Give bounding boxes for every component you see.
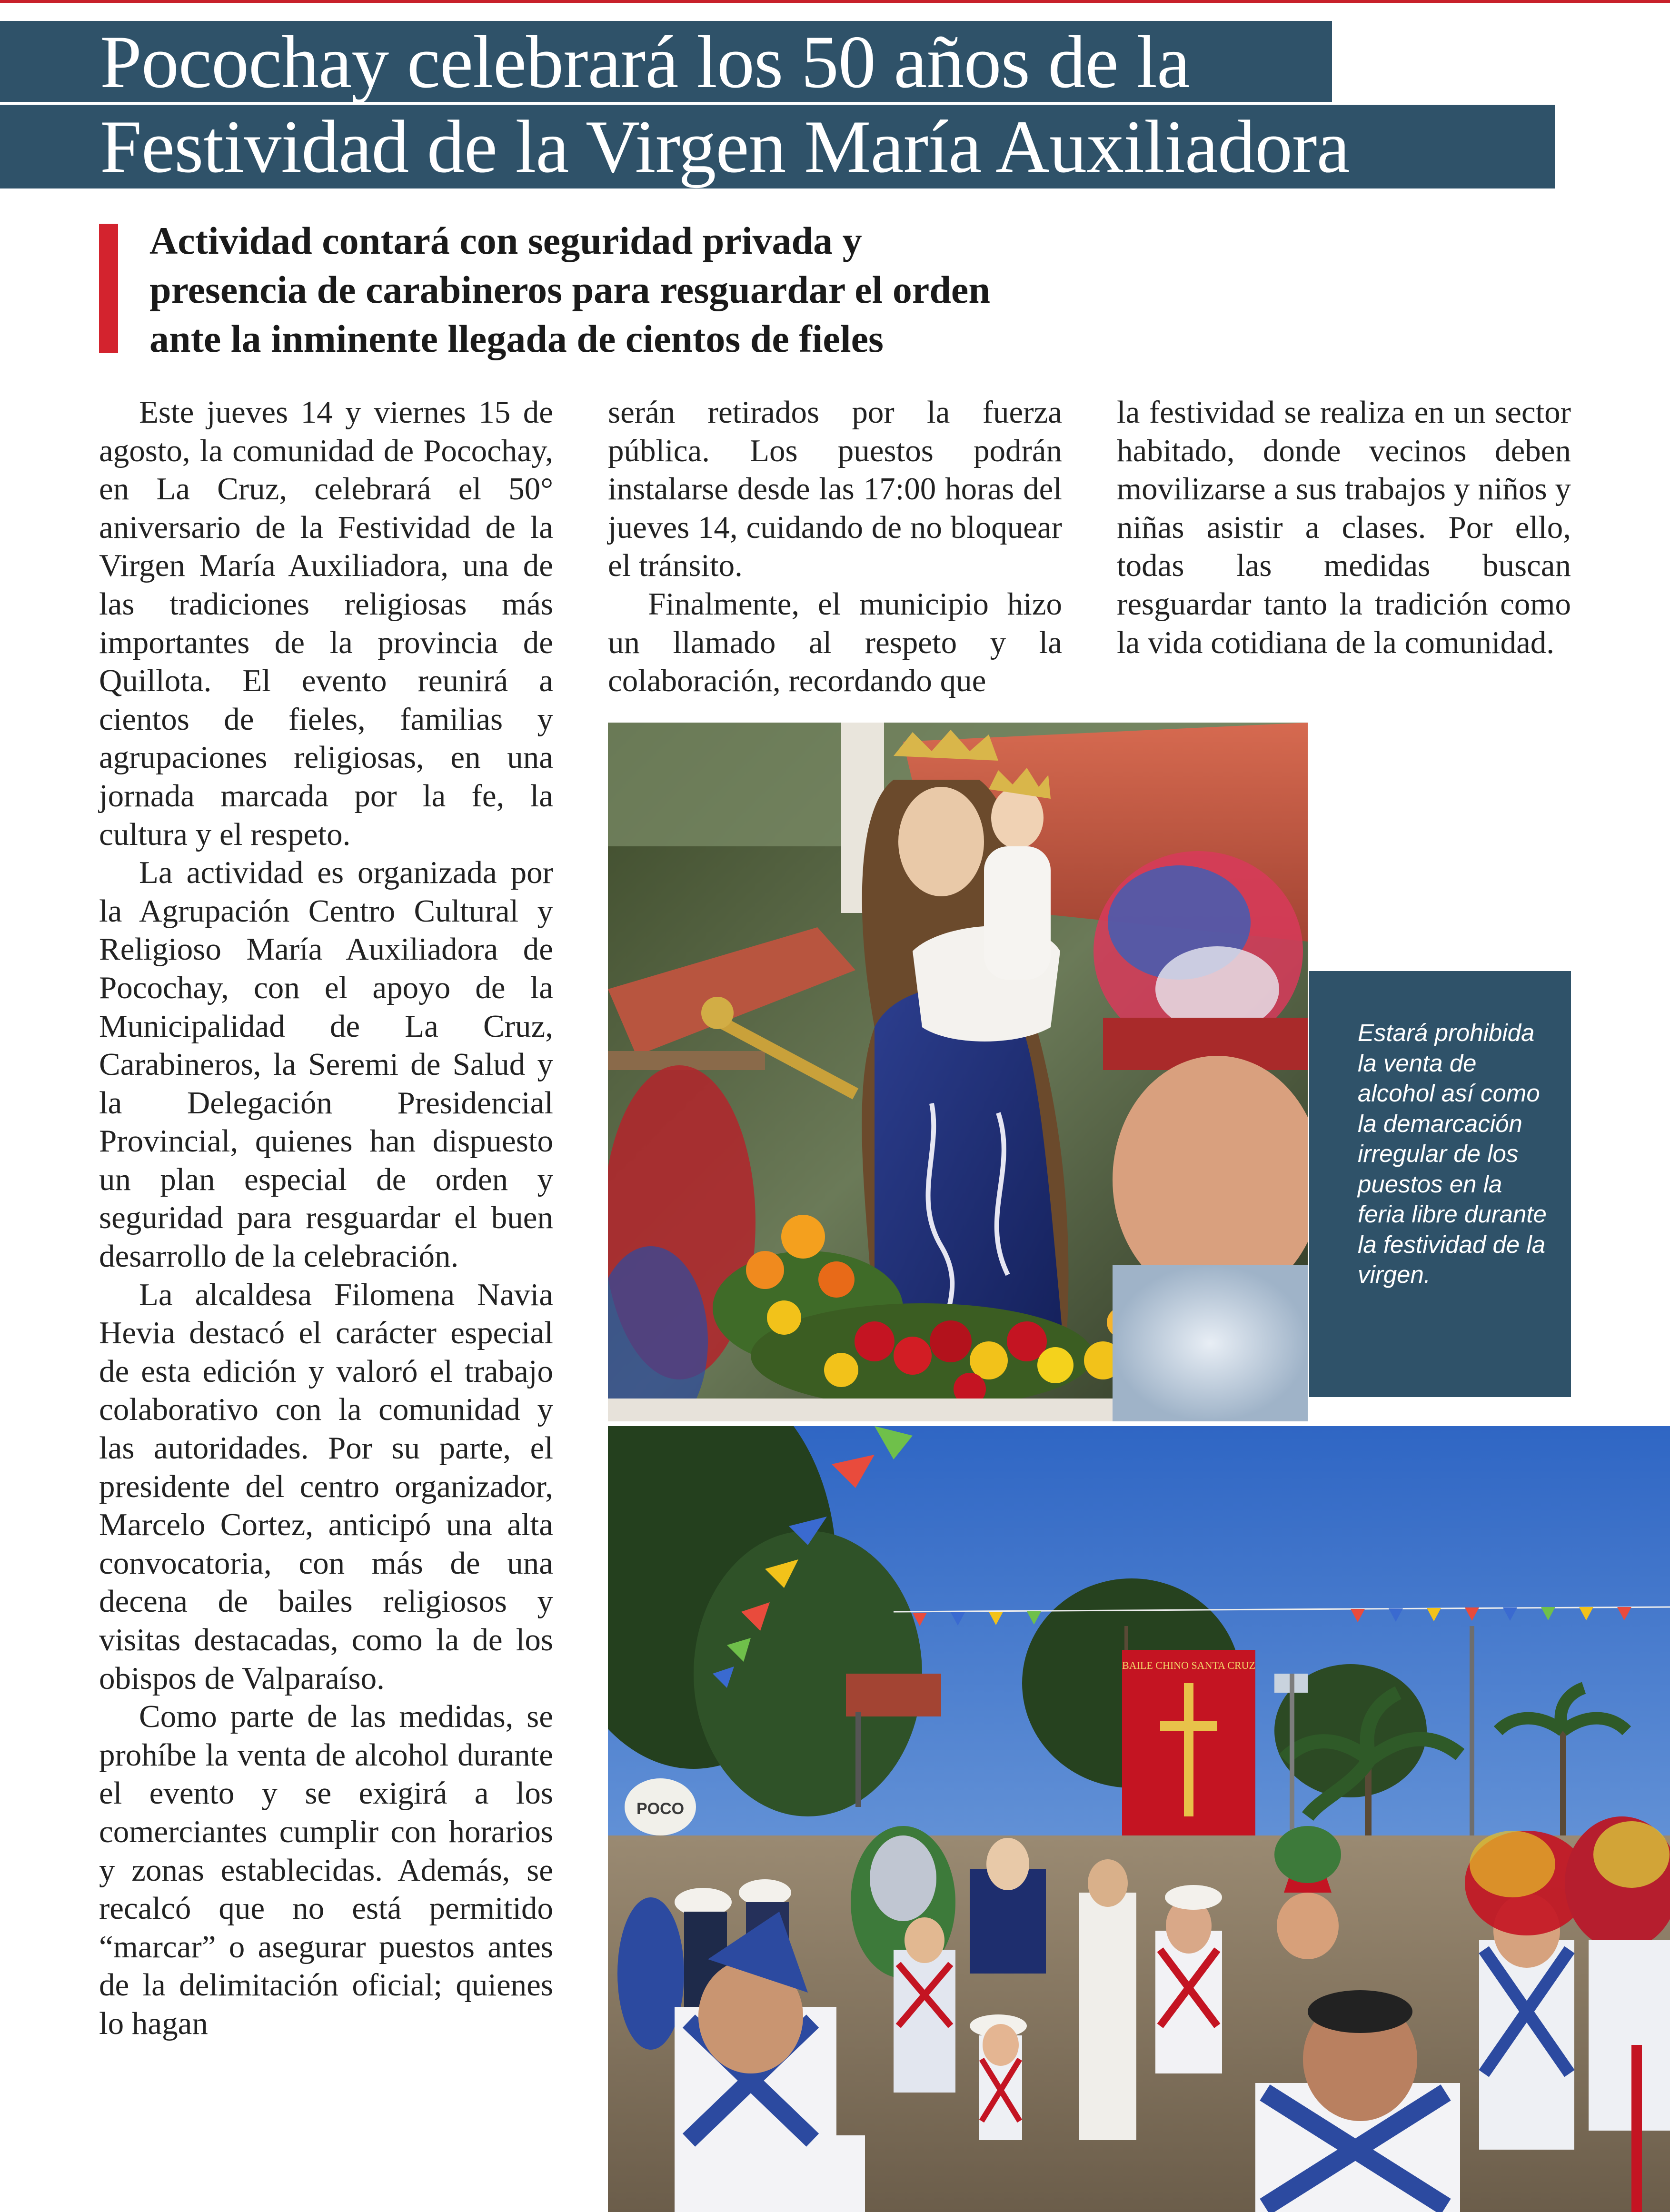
body-paragraph: la festividad se realiza en un sector habitado, donde vecinos deben movilizarse a sus trabajos y niños y niñas asistir a clases. Por ello, todas las medidas buscan resguardar tanto la tradición como la vida cotidiana de la comunidad.	[1117, 395, 1571, 660]
body-paragraph: La alcaldesa Filomena Navia Hevia destacó el carácter especial de esta edición y valoró el trabajo colaborativo con la comunidad y las autoridades. Por su parte, el presidente del centro organizador, Marcelo Cortez, anticipó una alta convocatoria, con más de una decena de bailes religiosos y visitas destacadas, como la de los obispos de Valparaíso.	[99, 1277, 553, 1696]
photo-procession-drawing	[608, 1426, 1670, 2212]
article-column-2	[608, 393, 1062, 700]
body-paragraph: La actividad es organizada por la Agrupación Centro Cultural y Religioso María Auxiliadora de Pocochay, con el apoyo de la Municipalidad de La Cruz, Carabineros, la Seremi de Salud y la Delegación Presidencial Provincial, quienes han dispuesto un plan especial de orden y seguridad para resguardar el buen desarrollo de la celebración.	[99, 855, 553, 1274]
headline-line-2: Festividad de la Virgen María Auxiliadora	[100, 105, 1350, 188]
headline-line-1: Pocochay celebrará los 50 años de la	[100, 20, 1190, 104]
poco-sign-text: POCO	[636, 1800, 685, 1818]
body-paragraph: Finalmente, el municipio hizo un llamado al respeto y la colaboración, recordando que	[608, 586, 1062, 699]
body-paragraph: Como parte de las medidas, se prohíbe la venta de alcohol durante el evento y se exigirá a los comerciantes cumplir con horarios y zonas establecidas. Además, se recalcó que no está permitido “marcar” o asegurar puestos antes de la delimitación oficial; quienes lo hagan	[99, 1699, 553, 2041]
photo-caption: Estará prohibida la venta de alcohol así como la demarcación irregular de los puestos en la feria libre durante la festividad de la virgen.	[1358, 1019, 1547, 1288]
subheadline	[149, 216, 1125, 363]
photo-caption-box	[1309, 971, 1571, 1397]
top-rule	[0, 0, 1670, 3]
subheadline-line-2: presencia de carabineros para resguardar el orden	[149, 268, 990, 311]
photo-procession	[608, 1426, 1670, 2212]
headline-bar-1	[0, 21, 1332, 102]
photo-virgin-statue-drawing	[608, 723, 1308, 1421]
photo-virgin-statue	[608, 723, 1308, 1421]
banner-line-1: BAILE CHINO SANTA CRUZ	[1122, 1659, 1255, 1671]
article-column-1	[99, 393, 553, 2126]
deck-accent-bar	[99, 224, 118, 353]
subheadline-line-1: Actividad contará con seguridad privada y	[149, 219, 862, 262]
subheadline-line-3: ante la inminente llegada de cientos de fieles	[149, 317, 884, 360]
body-paragraph: serán retirados por la fuerza pública. Los puestos podrán instalarse desde las 17:00 horas del jueves 14, cuidando de no bloquear el tránsito.	[608, 395, 1062, 584]
body-paragraph: Este jueves 14 y viernes 15 de agosto, la comunidad de Pocochay, en La Cruz, celebrará el 50° aniversario de la Festividad de la Virgen María Auxiliadora, una de las tradiciones religiosas más importantes de la provincia de Quillota. El evento reunirá a cientos de fieles, familias y agrupaciones religiosas, en una jornada marcada por la fe, la cultura y el respeto.	[99, 395, 553, 852]
headline-bar-2	[0, 105, 1555, 188]
article-column-3	[1117, 393, 1571, 662]
